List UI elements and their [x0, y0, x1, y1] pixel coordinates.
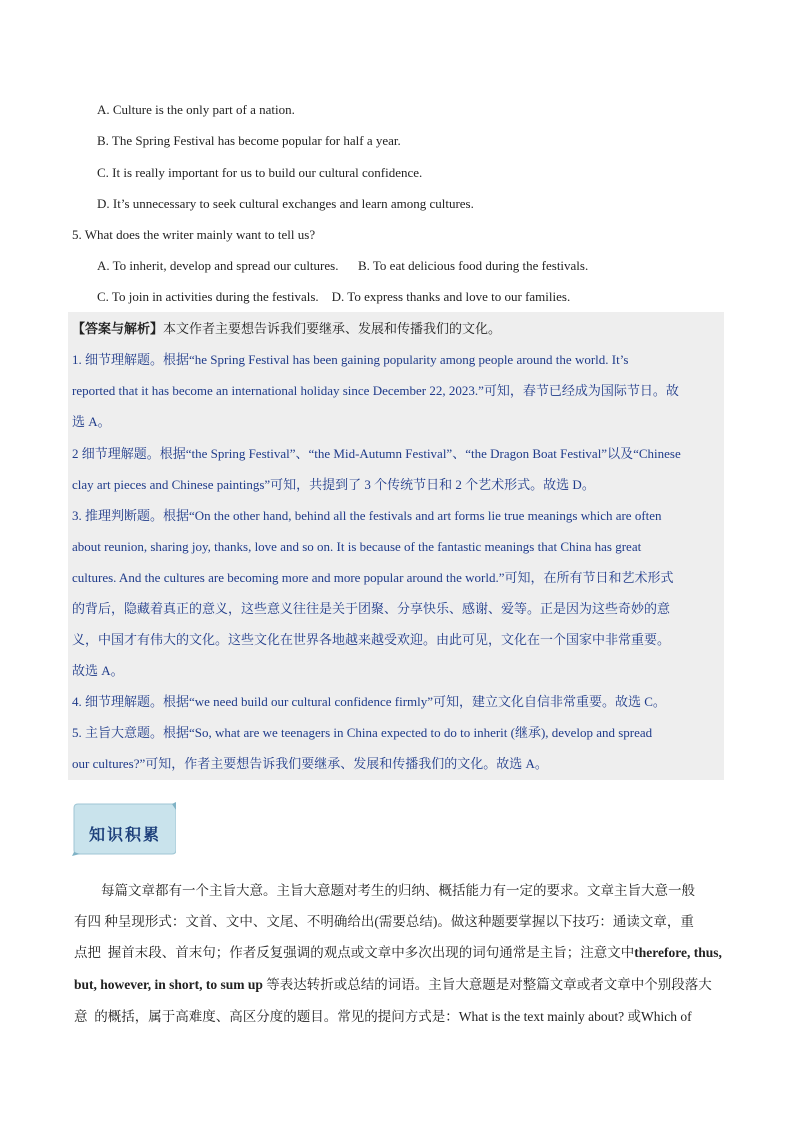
answer-line: clay art pieces and Chinese paintings”可知，共提到了 3 个传统节日和 2 个艺术形式。故选 D。 [72, 477, 595, 492]
knowledge-keywords: therefore, thus, [634, 945, 722, 960]
answer-line: 故选 A。 [72, 663, 124, 678]
q4-option-d: D. It’s unnecessary to seek cultural exchanges and learn among cultures. [97, 196, 474, 211]
section-badge [72, 802, 176, 856]
answer-header-line [72, 320, 501, 338]
q5-options-row1: A. To inherit, develop and spread our cultures. B. To eat delicious food during the festivals. [97, 258, 589, 273]
answer-analysis-box [68, 312, 724, 780]
answer-line: 的背后，隐藏着真正的意义，这些意义往往是关于团聚、分享快乐、感谢、爱等。正是因为这些奇妙的意 [72, 601, 671, 616]
knowledge-line: 有四 种呈现形式：文首、文中、文尾、不明确给出(需要总结)。做这种题要掌握以下技巧：通读文章，重 [74, 914, 694, 929]
knowledge-line [74, 976, 712, 994]
answer-line: 5. 主旨大意题。根据“So, what are we teenagers in China expected to do to inherit (继承), develop and spread [72, 725, 653, 740]
answer-summary: 本文作者主要想告诉我们要继承、发展和传播我们的文化。 [163, 321, 502, 336]
answer-line: about reunion, sharing joy, thanks, love and so on. It is because of the fantastic meanings that China has great [72, 539, 642, 554]
knowledge-text: 点把 握首末段、首末句；作者反复强调的观点或文章中多次出现的词句通常是主旨；注意文中 [74, 945, 635, 960]
answer-line: 3. 推理判断题。根据“On the other hand, behind all the festivals and art forms lie true meanings which are often [72, 508, 662, 523]
knowledge-line: 意 的概括，属于高难度、高区分度的题目。常见的提问方式是：What is the text mainly about? 或Which of [74, 1009, 692, 1024]
answer-line: 义，中国才有伟大的文化。这些文化在世界各地越来越受欢迎。由此可见，文化在一个国家中非常重要。 [72, 632, 671, 647]
q5-options-row2: C. To join in activities during the festivals. D. To express thanks and love to our families. [97, 289, 571, 304]
q4-option-c: C. It is really important for us to build our cultural confidence. [97, 165, 423, 180]
q4-option-b: B. The Spring Festival has become popular for half a year. [97, 133, 401, 148]
answer-line: cultures. And the cultures are becoming more and more popular around the world.”可知，在所有节日和艺术形式 [72, 570, 674, 585]
knowledge-keywords: but, however, in short, to sum up [74, 977, 263, 992]
answer-line: 2 细节理解题。根据“the Spring Festival”、“the Mid-Autumn Festival”、“the Dragon Boat Festival”以及“Chinese [72, 446, 681, 461]
knowledge-line: 每篇文章都有一个主旨大意。主旨大意题对考生的归纳、概括能力有一定的要求。文章主旨大意一般 [101, 883, 695, 898]
answer-line: 1. 细节理解题。根据“he Spring Festival has been gaining popularity among people around the world. It’s [72, 352, 629, 367]
answer-line: 选 A。 [72, 414, 111, 429]
badge-label: 知识积累 [89, 825, 162, 844]
answer-line: reported that it has become an international holiday since December 22, 2023.”可知，春节已经成为国际节日。故 [72, 383, 679, 398]
knowledge-text: 等表达转折或总结的词语。主旨大意题是对整篇文章或者文章中个别段落大 [262, 977, 712, 992]
answer-line: 4. 细节理解题。根据“we need build our cultural confidence firmly”可知，建立文化自信非常重要。故选 C。 [72, 694, 666, 709]
q4-option-a: A. Culture is the only part of a nation. [97, 102, 295, 117]
knowledge-line [74, 944, 722, 962]
q5-stem: 5. What does the writer mainly want to tell us? [72, 227, 316, 242]
answer-header: 【答案与解析】 [72, 321, 164, 336]
answer-line: our cultures?”可知，作者主要想告诉我们要继承、发展和传播我们的文化。故选 A。 [72, 756, 548, 771]
